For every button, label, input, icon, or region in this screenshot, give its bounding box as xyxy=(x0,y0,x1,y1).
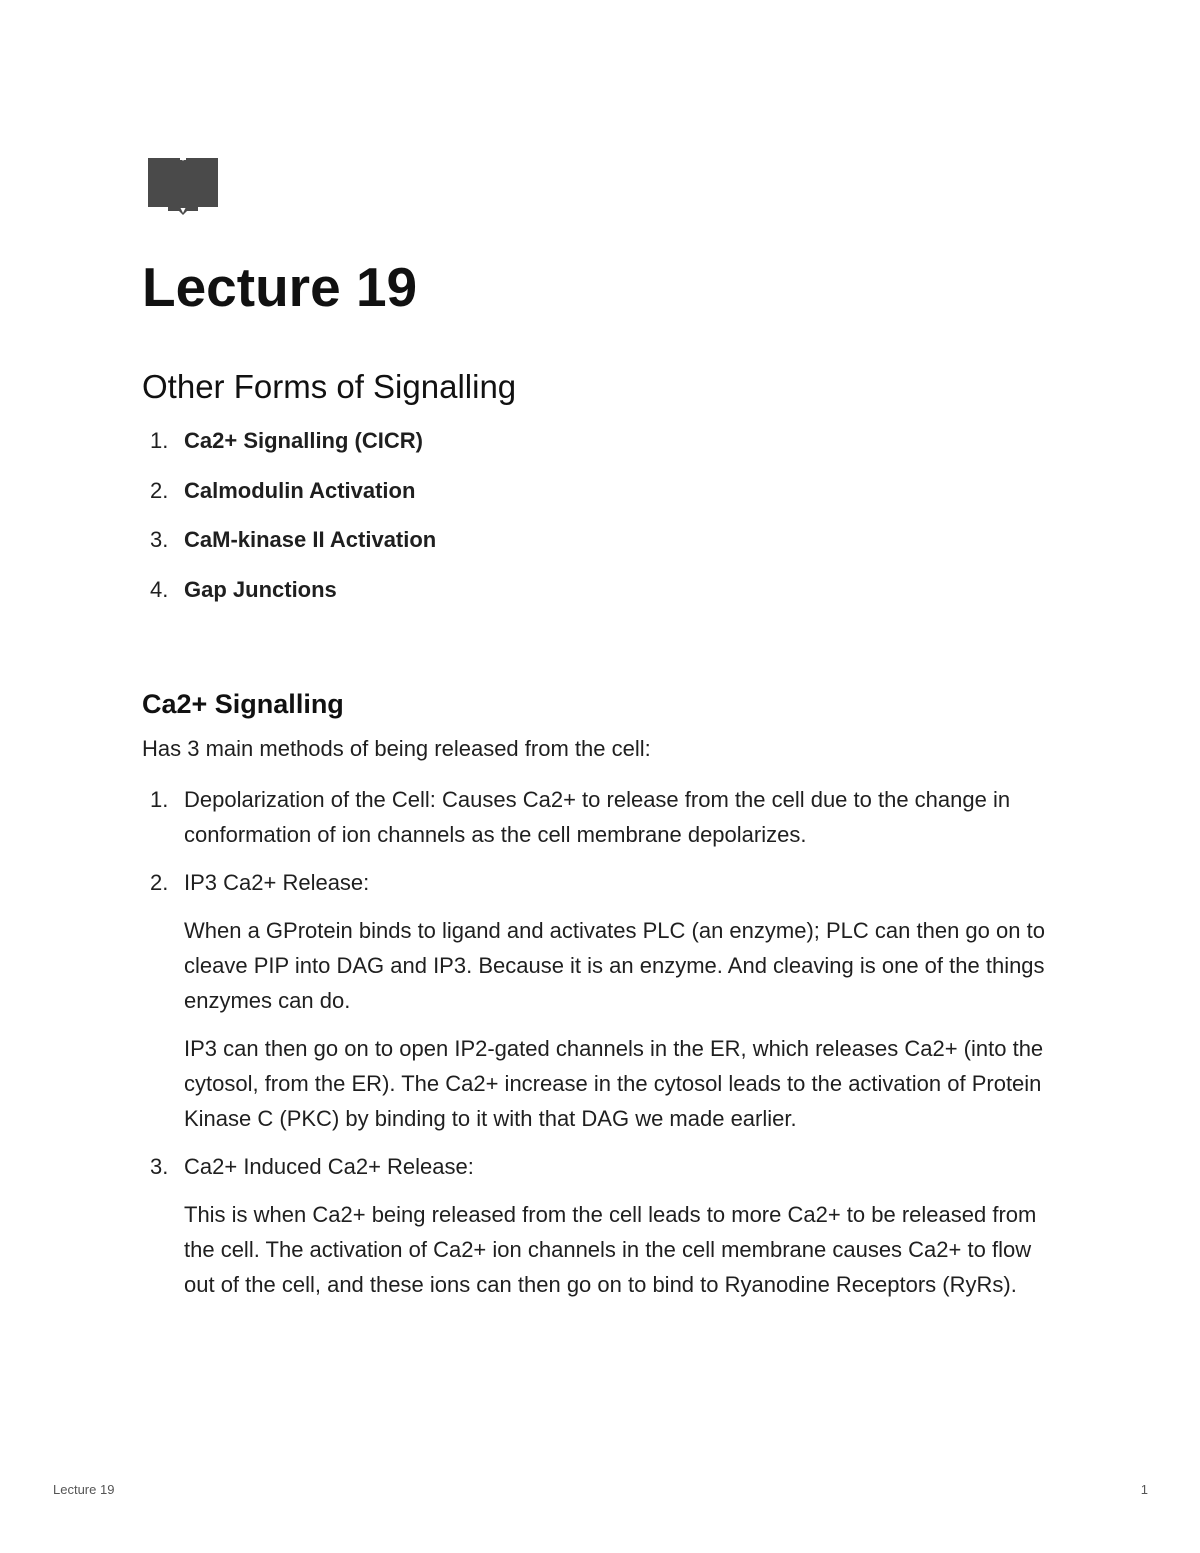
list-number: 2. xyxy=(150,477,169,503)
method-title: Ca2+ Induced Ca2+ Release: xyxy=(184,1154,474,1179)
list-item xyxy=(142,782,1062,852)
footer-title: Lecture 19 xyxy=(53,1482,115,1497)
method-title: Depolarization of the Cell: Causes Ca2+ to release from the cell due to the change in conformation of ion channels as the cell membrane depolarizes. xyxy=(184,787,1011,847)
list-number: 3. xyxy=(150,1154,169,1179)
list-number: 3. xyxy=(150,527,169,552)
list-item xyxy=(142,1149,1062,1302)
method-paragraph: When a GProtein binds to ligand and activates PLC (an enzyme); PLC can then go on to cleave PIP into DAG and IP3. Because it is an enzyme. And cleaving is one of the things enzymes can do. xyxy=(184,918,1045,1013)
list-number: 1. xyxy=(150,787,169,812)
ca-signalling-heading: Ca2+ Signalling xyxy=(142,689,344,719)
list-item-label: Ca2+ Signalling (CICR) xyxy=(184,428,423,453)
list-number: 1. xyxy=(150,428,169,453)
list-item-label: Gap Junctions xyxy=(184,576,337,602)
release-methods-list xyxy=(142,782,1062,1315)
list-number: 4. xyxy=(150,576,169,602)
method-paragraph: IP3 can then go on to open IP2-gated channels in the ER, which releases Ca2+ (into the cytosol, from the ER). The Ca2+ increase in the cytosol leads to the activation of Protein Kinase C (PKC) by binding to it with that DAG we made earlier. xyxy=(184,1036,1044,1131)
page-title: Lecture 19 xyxy=(142,256,418,318)
method-title: IP3 Ca2+ Release: xyxy=(184,870,370,895)
list-number: 2. xyxy=(150,870,169,895)
list-item xyxy=(142,865,1062,1136)
list-item-label: CaM-kinase II Activation xyxy=(184,527,437,552)
method-paragraph: This is when Ca2+ being released from the cell leads to more Ca2+ to be released from the cell. The activation of Ca2+ ion channels in the cell membrane causes Ca2+ to flow out of the cell, and these ions can then go on to bind to Ryanodine Receptors (RyRs). xyxy=(184,1202,1037,1297)
book-icon xyxy=(146,155,222,217)
other-forms-heading: Other Forms of Signalling xyxy=(142,368,517,405)
ca-signalling-intro: Has 3 main methods of being released from the cell: xyxy=(142,736,651,761)
page-number: 1 xyxy=(1140,1482,1148,1497)
list-item-label: Calmodulin Activation xyxy=(184,477,416,503)
